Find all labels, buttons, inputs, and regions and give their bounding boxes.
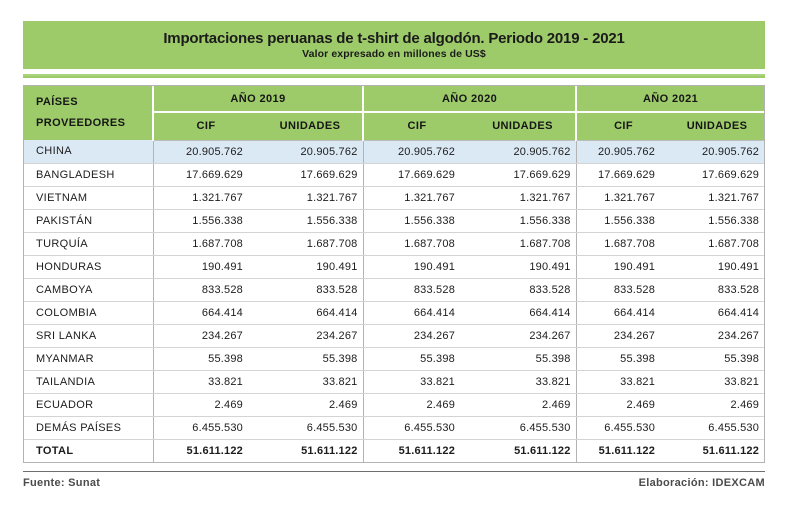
- unidades-2020-value-cell: 20.905.762: [470, 140, 576, 163]
- unidades-2019-value-cell: 55.398: [258, 347, 363, 370]
- unidades-2020-value-cell: 1.556.338: [470, 209, 576, 232]
- unidades-2020-value-cell: 6.455.530: [470, 416, 576, 439]
- cif-2021-value-cell: 17.669.629: [576, 163, 670, 186]
- unidades-2019-value-cell: 51.611.122: [301, 444, 358, 457]
- country-cell: CHINA: [24, 140, 153, 163]
- footer-source: Fuente: Sunat: [23, 477, 101, 489]
- cif-2021-value-cell: 664.414: [576, 301, 670, 324]
- cif-2019-value-cell: 6.455.530: [153, 416, 258, 439]
- unidades-2020-value-cell: 664.414: [470, 301, 576, 324]
- cif-2021-value-cell: 6.455.530: [576, 416, 670, 439]
- countries-header-line2: PROVEEDORES: [36, 117, 126, 129]
- cif-2019-value-cell: 1.321.767: [153, 186, 258, 209]
- unidades-2020-value-cell: 1.321.767: [470, 186, 576, 209]
- cif-2019-value-cell: 664.414: [153, 301, 258, 324]
- table-row: [24, 347, 764, 370]
- unidades-2021-value-cell: 2.469: [670, 393, 764, 416]
- unidades-2020-value-cell: 234.267: [470, 324, 576, 347]
- unidades-2020-value-cell: 2.469: [470, 393, 576, 416]
- unidades-2019-value-cell: 20.905.762: [258, 140, 363, 163]
- unidades-2021-value-cell: 55.398: [670, 347, 764, 370]
- footer-divider: [23, 471, 765, 472]
- cif-2019-value-cell: 51.611.122: [153, 439, 258, 462]
- banner-separator: [23, 74, 765, 78]
- unidades-2019-value-cell: 1.321.767: [258, 186, 363, 209]
- cif-2020-value-cell: 234.267: [363, 324, 470, 347]
- country-cell: BANGLADESH: [24, 163, 153, 186]
- country-cell: TOTAL: [36, 444, 74, 457]
- cif-2019-value-cell: 1.687.708: [153, 232, 258, 255]
- cif-2019-value-cell: 2.469: [153, 393, 258, 416]
- unidades-2020-value-cell: 55.398: [470, 347, 576, 370]
- table-row: [24, 393, 764, 416]
- table-row: [24, 232, 764, 255]
- unidades-2020-value-cell: 833.528: [470, 278, 576, 301]
- unidades-2021-value-cell: 1.321.767: [670, 186, 764, 209]
- unidades-2019-value-cell: 234.267: [258, 324, 363, 347]
- page-subtitle: Valor expresado en millones de US$: [302, 48, 486, 60]
- unidades-2021-header: UNIDADES: [670, 112, 764, 140]
- unidades-2019-value-cell: 6.455.530: [258, 416, 363, 439]
- unidades-2021-value-cell: 190.491: [670, 255, 764, 278]
- unidades-2020-header: UNIDADES: [470, 112, 576, 140]
- unidades-2019-value-cell: 1.687.708: [258, 232, 363, 255]
- imports-table: [24, 86, 764, 462]
- country-cell: CAMBOYA: [24, 278, 153, 301]
- table-body: [24, 140, 764, 462]
- imports-table-container: [23, 85, 765, 463]
- table-header: [24, 86, 764, 140]
- cif-2020-value-cell: 833.528: [363, 278, 470, 301]
- country-cell: TAILANDIA: [24, 370, 153, 393]
- cif-2021-value-cell: 55.398: [576, 347, 670, 370]
- cif-2020-value-cell: 51.611.122: [363, 439, 470, 462]
- unidades-2020-value-cell: 33.821: [470, 370, 576, 393]
- cif-2019-value-cell: 55.398: [153, 347, 258, 370]
- unidades-2019-value-cell: 33.821: [258, 370, 363, 393]
- table-row: [24, 324, 764, 347]
- country-cell: VIETNAM: [24, 186, 153, 209]
- table-row: [24, 163, 764, 186]
- country-cell: SRI LANKA: [24, 324, 153, 347]
- cif-2020-value-cell: 2.469: [363, 393, 470, 416]
- unidades-2019-value-cell: 2.469: [258, 393, 363, 416]
- unidades-2019-value-cell: 17.669.629: [258, 163, 363, 186]
- cif-2020-value-cell: 190.491: [363, 255, 470, 278]
- cif-2021-value-cell: 20.905.762: [576, 140, 670, 163]
- table-row: [24, 209, 764, 232]
- country-cell: MYANMAR: [24, 347, 153, 370]
- cif-2021-value-cell: 51.611.122: [576, 439, 670, 462]
- table-row: [24, 140, 764, 163]
- unidades-2021-value-cell: 51.611.122: [702, 444, 760, 457]
- cif-2019-value-cell: 17.669.629: [153, 163, 258, 186]
- footer-credit: Elaboración: IDEXCAM: [638, 477, 765, 489]
- cif-2020-value-cell: 33.821: [363, 370, 470, 393]
- cif-2021-value-cell: 1.556.338: [576, 209, 670, 232]
- cif-2021-value-cell: 190.491: [576, 255, 670, 278]
- unidades-2019-value-cell: 833.528: [258, 278, 363, 301]
- countries-header-line1: PAÍSES: [36, 96, 78, 109]
- cif-2020-value-cell: 664.414: [363, 301, 470, 324]
- unidades-2021-value-cell: 1.556.338: [670, 209, 764, 232]
- unidades-2021-value-cell: 664.414: [670, 301, 764, 324]
- cif-2020-header: CIF: [363, 112, 470, 140]
- cif-2019-value-cell: 234.267: [153, 324, 258, 347]
- cif-2021-value-cell: 1.687.708: [576, 232, 670, 255]
- table-row: [24, 278, 764, 301]
- unidades-2020-value-cell: 1.687.708: [470, 232, 576, 255]
- cif-2020-value-cell: 20.905.762: [363, 140, 470, 163]
- unidades-2020-value-cell: 51.611.122: [514, 444, 571, 457]
- year-2020-header: AÑO 2020: [363, 86, 576, 112]
- unidades-2019-header: UNIDADES: [258, 112, 363, 140]
- country-cell: COLOMBIA: [24, 301, 153, 324]
- cif-2020-value-cell: 1.687.708: [363, 232, 470, 255]
- unidades-2019-value-cell: 664.414: [258, 301, 363, 324]
- country-cell: DEMÁS PAÍSES: [24, 416, 153, 439]
- cif-2021-header: CIF: [576, 112, 670, 140]
- unidades-2019-value-cell: 1.556.338: [258, 209, 363, 232]
- table-row: [24, 186, 764, 209]
- cif-2021-value-cell: 2.469: [576, 393, 670, 416]
- country-cell: TURQUÍA: [24, 232, 153, 255]
- page-title: Importaciones peruanas de t-shirt de algodón. Periodo 2019 - 2021: [163, 30, 625, 47]
- cif-2019-header: CIF: [153, 112, 258, 140]
- cif-2020-value-cell: 1.556.338: [363, 209, 470, 232]
- unidades-2021-value-cell: 33.821: [670, 370, 764, 393]
- cif-2019-value-cell: 190.491: [153, 255, 258, 278]
- country-cell: ECUADOR: [24, 393, 153, 416]
- cif-2021-value-cell: 1.321.767: [576, 186, 670, 209]
- country-cell: PAKISTÁN: [24, 209, 153, 232]
- unidades-2021-value-cell: 17.669.629: [670, 163, 764, 186]
- year-2021-header: AÑO 2021: [576, 86, 764, 112]
- cif-2020-value-cell: 1.321.767: [363, 186, 470, 209]
- title-banner: [23, 21, 765, 69]
- unidades-2019-value-cell: 190.491: [258, 255, 363, 278]
- year-2019-header: AÑO 2019: [153, 86, 363, 112]
- unidades-2021-value-cell: 833.528: [670, 278, 764, 301]
- table-row: [24, 439, 764, 462]
- cif-2021-value-cell: 234.267: [576, 324, 670, 347]
- cif-2019-value-cell: 833.528: [153, 278, 258, 301]
- cif-2019-value-cell: 20.905.762: [153, 140, 258, 163]
- unidades-2021-value-cell: 1.687.708: [670, 232, 764, 255]
- cif-2019-value-cell: 1.556.338: [153, 209, 258, 232]
- unidades-2021-value-cell: 234.267: [670, 324, 764, 347]
- cif-2020-value-cell: 6.455.530: [363, 416, 470, 439]
- unidades-2021-value-cell: 20.905.762: [670, 140, 764, 163]
- cif-2019-value-cell: 33.821: [153, 370, 258, 393]
- cif-2021-value-cell: 33.821: [576, 370, 670, 393]
- table-row: [24, 370, 764, 393]
- table-row: [24, 255, 764, 278]
- table-row: [24, 416, 764, 439]
- unidades-2020-value-cell: 17.669.629: [470, 163, 576, 186]
- cif-2020-value-cell: 17.669.629: [363, 163, 470, 186]
- unidades-2021-value-cell: 6.455.530: [670, 416, 764, 439]
- footer: [23, 477, 765, 489]
- cif-2021-value-cell: 833.528: [576, 278, 670, 301]
- country-cell: HONDURAS: [24, 255, 153, 278]
- countries-column-header: [24, 86, 153, 140]
- cif-2020-value-cell: 55.398: [363, 347, 470, 370]
- table-row: [24, 301, 764, 324]
- unidades-2020-value-cell: 190.491: [470, 255, 576, 278]
